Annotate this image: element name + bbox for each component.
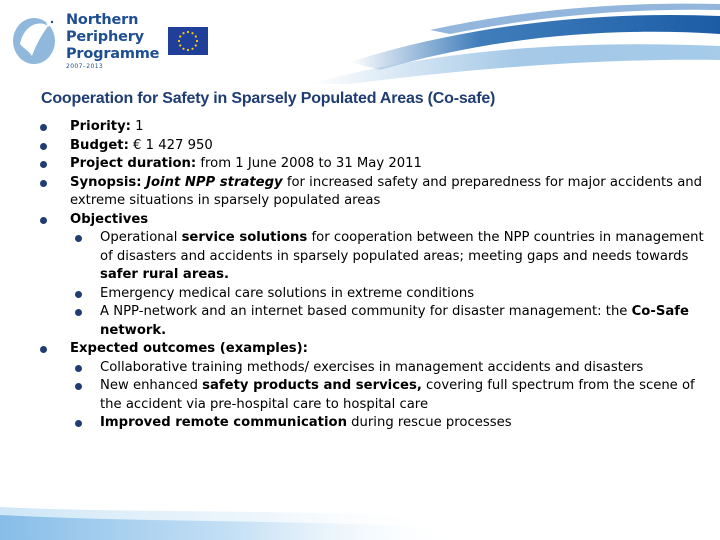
bullet-icon (40, 180, 47, 187)
sub-bullet-icon (75, 365, 82, 372)
outcomes-label: Expected outcomes (examples): (70, 341, 308, 356)
programme-line-3: Programme (66, 46, 160, 62)
objective-2-text: Emergency medical care solutions in extreme conditions (100, 285, 475, 301)
synopsis-label: Synopsis: (70, 174, 142, 190)
header-banner (0, 0, 720, 84)
budget-item (40, 137, 710, 156)
slide-title: Cooperation for Safety in Sparsely Populated Areas (Co-safe) (41, 90, 496, 107)
objective-1 (71, 229, 710, 285)
priority-label: Priority: (70, 119, 131, 134)
outcome-2-pre: New enhanced (100, 378, 203, 393)
objective-1-mid: for cooperation between the NPP countries in management of disasters and accidents in sparsely populated areas; meeting gaps and needs towards (100, 230, 704, 264)
duration-item (40, 155, 710, 174)
outcome-1-text: Collaborative training methods/ exercises in management accidents and disasters (100, 359, 644, 375)
synopsis-item (40, 174, 710, 211)
eu-flag-icon (168, 27, 208, 55)
bullet-icon (40, 217, 47, 224)
objectives-label: Objectives (70, 211, 149, 227)
budget-label: Budget: (70, 137, 129, 153)
bullet-icon (40, 346, 47, 353)
outcome-3 (71, 414, 710, 433)
objectives-item (40, 211, 710, 341)
programme-line-2: Periphery (66, 29, 144, 45)
objective-2 (71, 285, 710, 304)
duration-value: from 1 June 2008 to 31 May 2011 (196, 156, 422, 171)
outcome-3-strong: Improved remote communication (100, 415, 347, 430)
sub-bullet-icon (75, 235, 82, 242)
outcome-2-strong: safety products and services, (202, 378, 422, 393)
priority-item (40, 118, 710, 137)
outcome-3-post: during rescue processes (346, 415, 512, 430)
bullet-icon (40, 124, 47, 131)
bullet-icon (40, 161, 47, 168)
outcome-2 (71, 377, 710, 414)
objective-1-pre: Operational (100, 230, 182, 245)
programme-years: 2007–2013 (66, 63, 104, 70)
objective-1-strong-2: safer rural areas. (100, 267, 230, 282)
bullet-icon (40, 143, 47, 150)
outcome-1 (71, 359, 710, 378)
sub-bullet-icon (75, 420, 82, 427)
objective-3-pre: A NPP-network and an internet based community for disaster management: the (100, 304, 632, 319)
bird-logo-icon (10, 10, 62, 66)
synopsis-strategy: Joint NPP strategy (141, 174, 283, 190)
objective-1-strong-1: service solutions (181, 230, 308, 245)
priority-value: 1 (130, 119, 144, 134)
header-swoosh-decoration (280, 0, 720, 84)
programme-line-1: Northern (66, 12, 139, 28)
sub-bullet-icon (75, 383, 82, 390)
budget-value: € 1 427 950 (128, 137, 213, 153)
slide-content (40, 118, 710, 433)
duration-label: Project duration: (70, 156, 197, 171)
footer-wave-decoration (0, 503, 720, 540)
outcome-2-post: covering full spectrum from the scene of the accident via pre-hospital care to hospital care (100, 378, 695, 412)
objective-3-strong: Co-Safe network. (100, 304, 689, 338)
sub-bullet-icon (75, 309, 82, 316)
sub-bullet-icon (75, 291, 82, 298)
outcomes-item (40, 340, 710, 433)
programme-name (66, 12, 159, 63)
synopsis-text: for increased safety and preparedness for major accidents and extreme situations in sparsely populated areas (70, 174, 703, 208)
objective-3 (71, 303, 710, 340)
